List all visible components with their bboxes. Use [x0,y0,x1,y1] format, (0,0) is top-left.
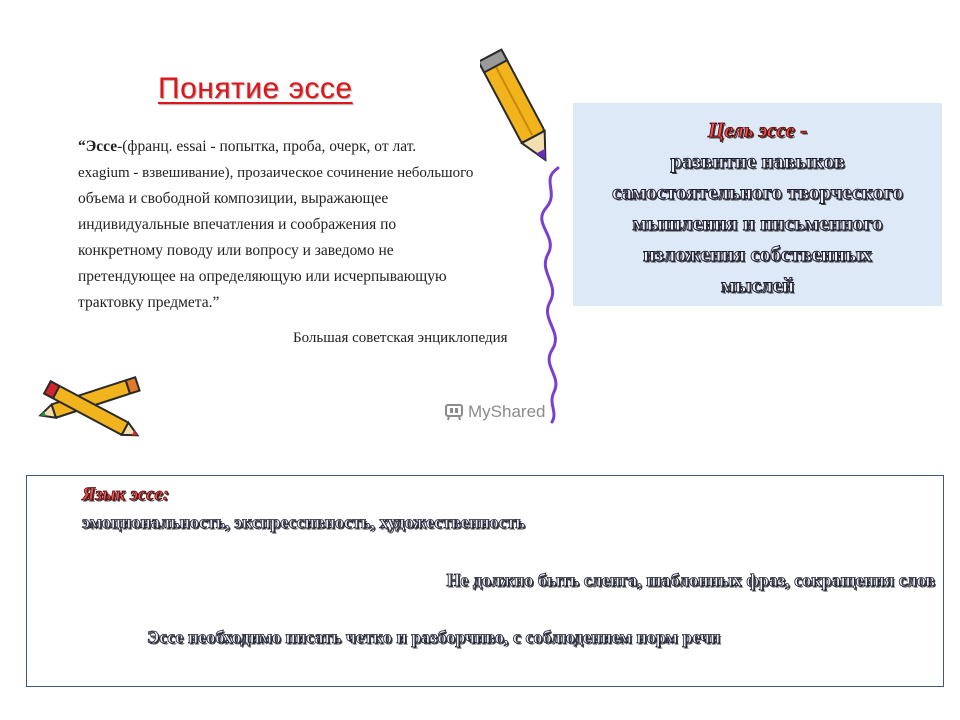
two-pencils-icon [36,366,148,446]
goal-dash: - [794,118,808,142]
myshared-logo-icon [444,403,464,421]
definition-line-3: индивидуальные впечатления и соображения по [78,216,397,233]
definition-line-5: претендующее на определяющую или исчерпывающую [78,268,447,285]
language-line-3: Эссе необходимо писать четко и разборчиво, с соблюдением норм речи [147,627,721,647]
language-line-2: Не должно быть сленга, шаблонных фраз, сокращения слов [446,570,935,590]
definition-line-2: объема и свободной композиции, выражающее [78,190,389,207]
goal-text [573,115,942,301]
pencil-icon [480,40,590,430]
close-quote: ” [212,294,220,311]
definition-source: Большая советская энциклопедия [293,330,508,346]
language-line-1: эмоциональность, экспрессивность, художественность [82,512,525,532]
goal-line-4: мыслей [720,273,795,297]
watermark-text: MyShared [468,402,546,421]
page-title: Понятие эссе [158,72,353,105]
goal-line-3: изложения собственных [642,242,873,266]
watermark [444,402,545,422]
definition-line-1: exagium - взвешивание), прозаическое сочинение небольшого [78,165,474,181]
goal-line-0: развитие навыков [670,149,845,173]
definition-line-6-text: трактовку предмета. [78,294,213,311]
language-heading: Язык эссе: [82,484,170,505]
definition-line-0-text: -(франц. essai - попытка, проба, очерк, от лат. [117,138,417,155]
goal-heading: Цель эссе [707,118,795,142]
definition-line-4: конкретному поводу или вопросу и заведомо не [78,242,394,259]
goal-line-2: мышления и письменного [632,211,883,235]
goal-line-1: самостоятельного творческого [611,180,904,204]
goal-heading-row [573,115,942,146]
open-quote: “ [78,138,86,155]
definition-term: Эссе [85,138,118,155]
